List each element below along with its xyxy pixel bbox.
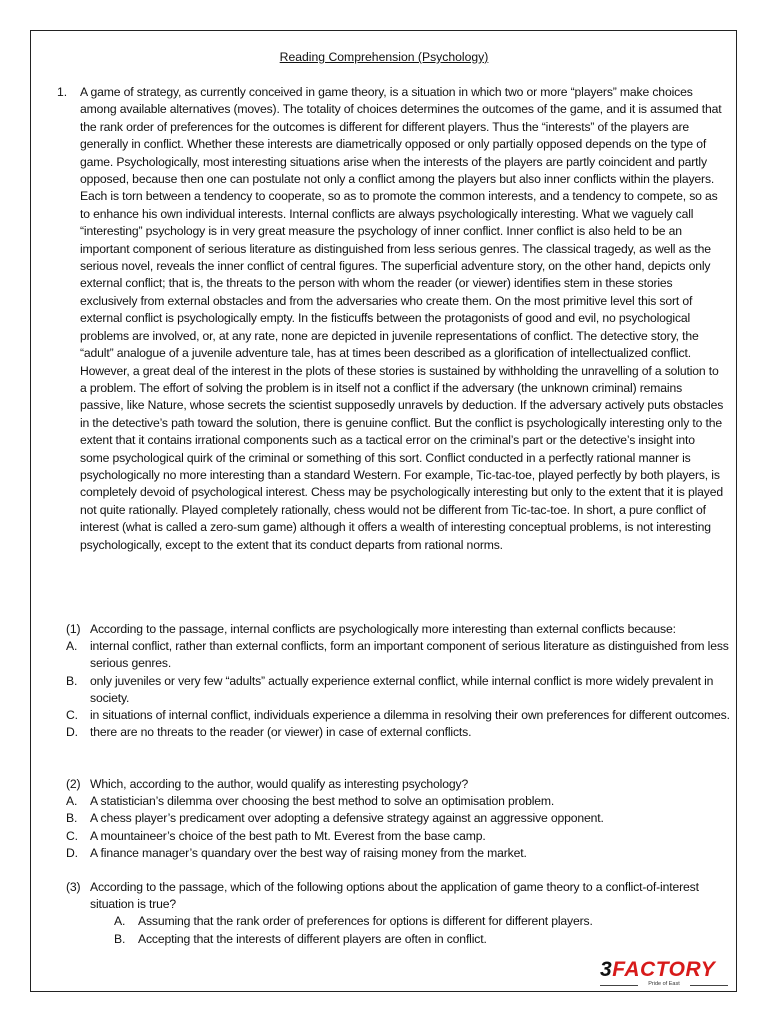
question-label: (2)	[66, 777, 81, 791]
question-label: (1)	[66, 622, 81, 636]
option-text: Assuming that the rank order of preferences for options is different for different players.	[138, 914, 593, 929]
option-label: B.	[66, 811, 78, 826]
option-label: A.	[66, 794, 78, 809]
option-text: internal conflict, rather than external conflicts, form an important component of serious literature as distinguished from less serious genres.	[90, 639, 729, 671]
reading-passage: A game of strategy, as currently conceived in game theory, is a situation in which two or more “players” make choices among available alternatives (moves). The totality of choices determines the outcomes of the game, and it is assumed that the rank order of preferences for the outcomes is different for different players. Thus the “interests” of the players are generally in conflict. Whether these interests are diametrically opposed or only partially opposed depends on the type of game. Psychologically, most interesting situations arise when the interests of the players are partly coincident and partly opposed, because then one can postulate not only a conflict among the players but also inner conflicts within the players. Each is torn between a tendency to cooperate, so as to promote the common interests, and a tendency to compete, so as to enhance his own individual interests. Internal conflicts are always psychologically interesting. What we vaguely call “interesting” psychology is in very great measure the psychology of inner conflict. Inner conflict is also held to be an important component of serious literature as distinguished from less serious genres. The classical tragedy, as well as the serious novel, reveals the inner conflict of central figures. The superficial adventure story, on the other hand, depicts only external conflict; that is, the threats to the person with whom the reader (or viewer) identifies stem in these stories exclusively from external obstacles and from the adversaries who create them. On the most primitive level this sort of external conflict is psychologically empty. In the fisticuffs between the protagonists of good and evil, no psychological problems are involved, or, at any rate, none are depicted in juvenile representations of conflict. The detective story, the “adult” analogue of a juvenile adventure tale, has at times been described as a glorification of intellectualized conflict. However, a great deal of the interest in the plots of these stories is sustained by withholding the unravelling of a solution to a problem. The effort of solving the problem is in itself not a conflict if the adversary (the unknown criminal) remains passive, like Nature, whose secrets the scientist supposedly unravels by deduction. If the adversary actively puts obstacles in the detective’s path toward the solution, there is genuine conflict. But the conflict is psychologically interesting only to the extent that it contains irrational components such as a tactical error on the criminal’s part or the detective’s insight into some psychological quirk of the criminal or something of this sort. Conflict conducted in a perfectly rational manner is psychologically no more interesting than a standard Western. For example, Tic-tac-toe, played perfectly by both players, is completely devoid of psychological interest. Chess may be psychologically interesting but only to the extent that it is played not quite rationally. Played completely rationally, chess would not be different from Tic-tac-toe. In short, a pure conflict of interest (what is called a zero-sum game) although it offers a wealth of interesting conceptual problems, is not interesting psychologically, except to the extent that its conduct departs from rational norms.	[80, 85, 724, 552]
question-label: (3)	[66, 880, 81, 894]
option-text: in situations of internal conflict, individuals experience a dilemma in resolving their own preferences for different outcomes.	[90, 708, 730, 723]
question-text: Which, according to the author, would qualify as interesting psychology?	[90, 777, 469, 791]
logo-divider-right	[690, 985, 728, 986]
answer-option	[66, 793, 730, 810]
logo-tagline: Pride of East	[648, 981, 680, 987]
answer-option	[66, 913, 730, 930]
logo-number: 3	[600, 958, 613, 981]
option-label: D.	[66, 845, 78, 860]
option-label: B.	[66, 673, 78, 688]
answer-option	[66, 845, 730, 862]
option-label: D.	[66, 725, 78, 740]
option-text: A statistician’s dilemma over choosing the best method to solve an optimisation problem.	[90, 794, 555, 809]
option-text: A finance manager’s quandary over the best way of raising money from the market.	[90, 845, 527, 860]
logo-wordmark	[600, 958, 715, 982]
option-text: A mountaineer’s choice of the best path to Mt. Everest from the base camp.	[90, 828, 486, 843]
question-block-1	[66, 621, 730, 741]
option-text: A chess player’s predicament over adopting a defensive strategy against an aggressive opponent.	[90, 811, 604, 826]
brand-logo	[600, 958, 732, 988]
option-label: B.	[114, 931, 126, 946]
answer-option	[66, 638, 730, 672]
answer-option	[66, 810, 730, 827]
option-label: C.	[66, 708, 78, 723]
answer-option	[66, 724, 730, 741]
question-block-3	[66, 879, 730, 948]
question-number: 1.	[57, 85, 68, 99]
option-text: there are no threats to the reader (or viewer) in case of external conflicts.	[90, 725, 472, 740]
question-block-2	[66, 776, 730, 862]
option-label: C.	[66, 828, 78, 843]
answer-option	[66, 673, 730, 707]
answer-option	[66, 828, 730, 845]
answer-option	[66, 931, 730, 948]
option-text: Accepting that the interests of different players are often in conflict.	[138, 931, 487, 946]
question-text: According to the passage, which of the following options about the application of game theory to a conflict-of-interest situation is true?	[90, 880, 699, 912]
option-text: only juveniles or very few “adults” actually experience external conflict, while internal conflict is more widely prevalent in society.	[90, 673, 714, 705]
option-label: A.	[114, 914, 126, 929]
logo-word: FACTORY	[612, 958, 716, 981]
option-label: A.	[66, 639, 78, 654]
question-text: According to the passage, internal conflicts are psychologically more interesting than external conflicts because:	[90, 622, 676, 636]
document-title: Reading Comprehension (Psychology)	[279, 50, 489, 64]
answer-option	[66, 707, 730, 724]
